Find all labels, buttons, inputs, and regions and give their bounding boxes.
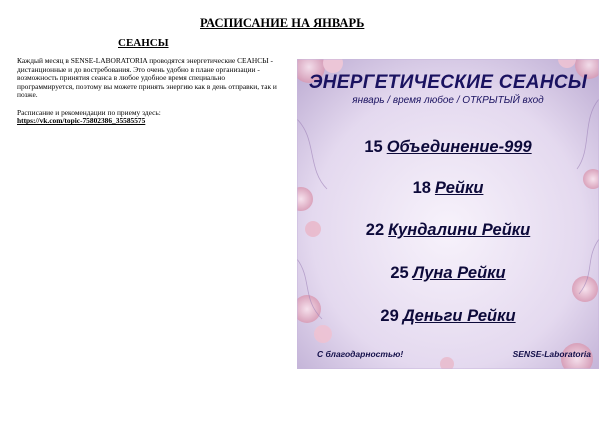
session-item xyxy=(297,307,599,326)
session-name: Объединение-999 xyxy=(386,138,532,156)
session-name: Кундалини Рейки xyxy=(388,221,531,239)
session-item xyxy=(297,264,599,283)
schedule-caption: Расписание и рекомендации по приему здесь: xyxy=(17,107,161,117)
session-item xyxy=(297,221,599,240)
schedule-link[interactable]: https://vk.com/topic-75802386_35585575 xyxy=(17,116,146,126)
session-name: Рейки xyxy=(434,179,484,197)
section-title: СЕАНСЫ xyxy=(118,37,169,49)
session-item xyxy=(297,138,599,157)
session-day: 22 xyxy=(365,221,385,239)
poster-title: ЭНЕРГЕТИЧЕСКИЕ СЕАНСЫ xyxy=(308,72,588,93)
paragraph-monthly-sessions: Каждый месяц в SENSE-LABORATORIA проводятся энергетические СЕАНСЫ - дистанционные и до востребования. Это очень удобно в плане организации - возможность принятия сеанса в любое удобное время специально программируется, поэтому вы можете принять энергию как в день отправки, так и позже. xyxy=(17,57,277,100)
session-name: Луна Рейки xyxy=(412,264,506,282)
page-title: РАСПИСАНИЕ НА ЯНВАРЬ xyxy=(200,16,365,30)
session-day: 18 xyxy=(412,179,431,197)
session-day: 15 xyxy=(364,138,383,156)
session-day: 29 xyxy=(380,307,399,325)
description-column xyxy=(17,57,283,407)
poster-subtitle: январь / время любое / ОТКРЫТЫЙ вход xyxy=(352,95,544,106)
session-day: 25 xyxy=(390,264,409,282)
session-name: Деньги Рейки xyxy=(402,307,516,325)
poster-thanks: С благодарностью! xyxy=(317,349,404,359)
poster-brand: SENSE-Laboratoria xyxy=(512,349,591,359)
session-item xyxy=(297,179,599,198)
sessions-poster xyxy=(297,59,599,369)
